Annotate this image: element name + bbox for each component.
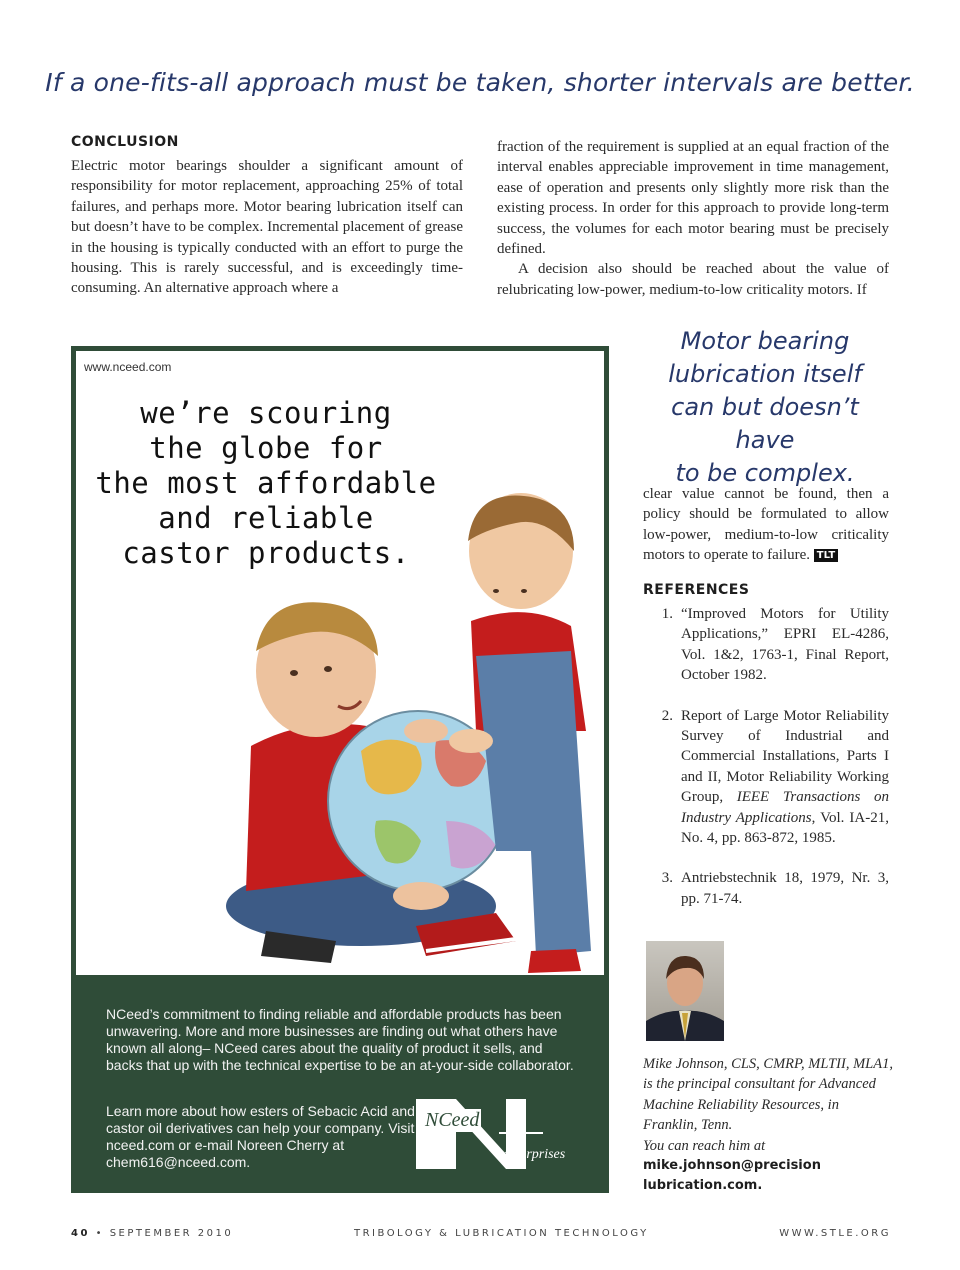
author-portrait [646, 941, 724, 1041]
page-footer [71, 1228, 891, 1242]
ad-headline-line: we’re scouring [140, 396, 392, 430]
children-globe-illustration [76, 351, 604, 975]
ad-paragraph-commitment: NCeed’s commitment to finding reliable and affordable products has been unwavering. More and more businesses are finding out what others have known all along– NCeed cares about the quality of product it sells, and backs that up with the technical expertise to be an at-your-side collaborator. [106, 1006, 574, 1073]
reference-journal: IEEE Transactions on Industry Applications [681, 789, 889, 826]
reference-number: 2. [661, 707, 673, 724]
reference-number: 3. [661, 870, 673, 887]
author-email-line[interactable]: lubrication.com. [643, 1178, 763, 1194]
conclusion-paragraph-continued [643, 484, 889, 566]
conclusion-continued [643, 484, 889, 566]
footer-publication: TRIBOLOGY & LUBRICATION TECHNOLOGY [354, 1228, 649, 1239]
page-number: 40 [71, 1228, 90, 1239]
tlt-end-badge: TLT [814, 549, 838, 562]
conclusion-paragraph-right-2: A decision also should be reached about the value of relubricating low-power, medium-to-low criticality motors. If [497, 261, 889, 298]
footer-bullet: • [95, 1228, 105, 1239]
nceed-advertisement [71, 346, 609, 1193]
author-reach-text: You can reach him at [643, 1137, 766, 1154]
conclusion-column-right [497, 137, 889, 300]
reference-text [681, 706, 889, 849]
conclusion-column-left [71, 134, 463, 299]
conclusion-heading: CONCLUSION [71, 134, 179, 150]
ad-url[interactable]: www.nceed.com [84, 360, 172, 374]
references-heading: REFERENCES [643, 582, 750, 598]
pull-quote-line: to be complex. [675, 459, 855, 487]
ad-paragraph-learn-more: Learn more about how esters of Sebacic Acid and castor oil derivatives can help your company. Visit nceed.com or e-mail Noreen Cherry at chem616@nceed.com. [106, 1103, 415, 1170]
conclusion-continued-text: clear value cannot be found, then a policy should be formulated to allow low-power, medium-to-low criticality motors to operate to failure. [643, 486, 889, 564]
reference-item [643, 706, 889, 849]
footer-website[interactable]: WWW.STLE.ORG [779, 1228, 891, 1239]
conclusion-paragraph-left: Electric motor bearings shoulder a significant amount of responsibility for motor replacement, approaching 25% of total failures, and perhaps more. Motor bearing lubrication itself can but doesn’t have to be complex. Incremental placement of grease in the housing is typically conducted with an effort to purge the housing. This is rarely successful, and is exceedingly time-consuming. An alternative approach where a [71, 158, 463, 297]
pull-quote-mid [640, 325, 890, 490]
ad-headline-line: castor products. [122, 536, 410, 570]
pull-quote-top: If a one-fits-all approach must be taken, shorter intervals are better. [45, 68, 915, 97]
ad-headline-line: the most affordable [95, 466, 437, 500]
nceed-logo [411, 1099, 581, 1169]
conclusion-paragraph-right-1: fraction of the requirement is supplied at an equal fraction of the interval enables appreciable improvement in time management, ease of operation and presents only slightly more risk than the existing process. In order for this approach to provide long-term success, the volumes for each motor bearing must be precisely defined. [497, 139, 889, 258]
nceed-logo-text: NCeed [425, 1109, 480, 1131]
author-bio [643, 1054, 893, 1197]
nceed-logo-sub: enterprises [503, 1147, 566, 1162]
pull-quote-line: can but doesn’t have [671, 393, 859, 454]
references-section [643, 582, 889, 929]
reference-text-part: , Vol. IA-21, No. 4, pp. 863-872, 1985. [681, 809, 889, 847]
pull-quote-line: lubrication itself [668, 360, 862, 388]
reference-text: Antriebstechnik 18, 1979, Nr. 3, pp. 71-74. [681, 870, 889, 907]
ad-headline-line: and reliable [158, 501, 374, 535]
reference-text-part: Report of Large Motor Reliability Survey of Industrial and Commercial Installations, Parts I and II, Motor Reliability Working Group, [681, 707, 889, 806]
ad-headline-line: the globe for [149, 431, 383, 465]
reference-item [643, 604, 889, 686]
author-email-line[interactable]: mike.johnson@precision [643, 1158, 821, 1174]
footer-page-info [71, 1228, 233, 1239]
reference-item [643, 868, 889, 909]
author-email[interactable] [643, 1156, 893, 1197]
ad-photo [76, 351, 604, 975]
reference-number: 1. [661, 606, 673, 622]
author-photo [646, 941, 724, 1041]
footer-issue: SEPTEMBER 2010 [109, 1228, 234, 1239]
reference-text: “Improved Motors for Utility Applications,” EPRI EL-4286, Vol. 1&2, 1763-1, Final Report, October 1982. [681, 606, 889, 684]
pull-quote-line: Motor bearing [680, 327, 850, 355]
author-bio-text: Mike Johnson, CLS, CMRP, MLTII, MLA1, is the principal consultant for Advanced Machine Reliability Resources, in Franklin, Tenn. [643, 1056, 893, 1134]
